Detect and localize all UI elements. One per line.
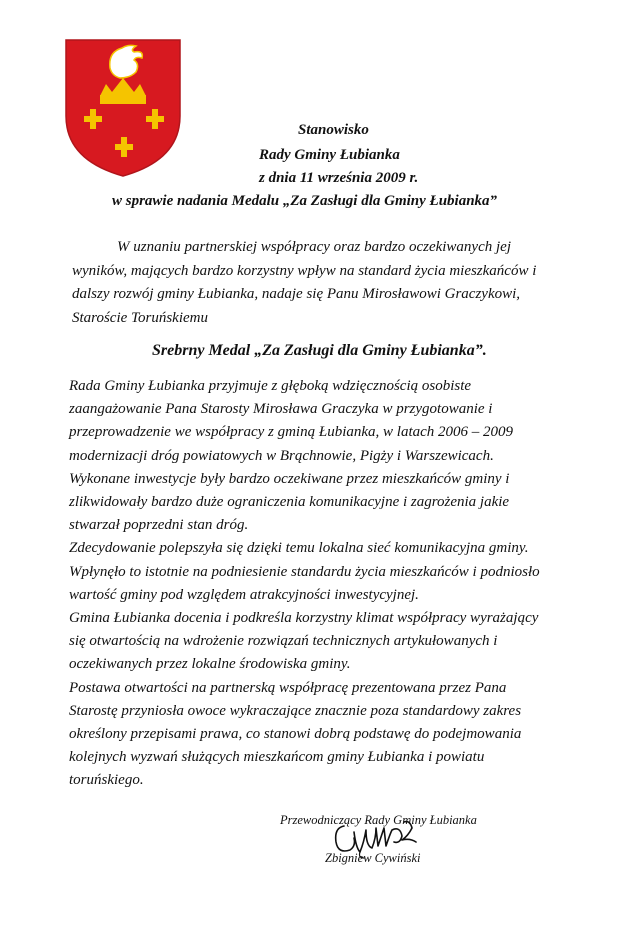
body-line: Wykonane inwestycje były bardzo oczekiwane przez mieszkańców gminy i	[69, 470, 510, 487]
handwritten-signature	[330, 812, 422, 862]
body-line: Gmina Łubianka docenia i podkreśla korzystny klimat współpracy wyrażający	[69, 610, 539, 627]
body-line: wartość gminy pod względem atrakcyjności inwestycyjnej.	[69, 586, 419, 603]
body-line: kolejnych wyzwań służących mieszkańcom gminy Łubianka i powiatu	[69, 749, 485, 766]
intro-line: Staroście Toruńskiemu	[72, 309, 208, 326]
heading-subject: w sprawie nadania Medalu „Za Zasługi dla Gminy Łubianka”	[112, 193, 498, 209]
intro-line: wyników, mających bardzo korzystny wpływ na standard życia mieszkańców i	[72, 262, 537, 279]
body-line: zlikwidowały bardzo duże ograniczenia komunikacyjne i zagrożenia jakie	[69, 494, 510, 511]
signatory-title: Przewodniczący Rady Gminy Łubianka	[280, 813, 477, 827]
body-line: określony przepisami prawa, co stanowi dobrą podstawę do podejmowania	[69, 726, 522, 743]
body-line: Wpłynęło to istotnie na podniesienie standardu życia mieszkańców i podniosło	[69, 563, 540, 580]
signatory-name: Zbigniew Cywiński	[325, 851, 421, 865]
heading-council: Rady Gminy Łubianka	[259, 147, 400, 163]
body-line: stwarzał poprzedni stan dróg.	[69, 517, 249, 534]
coat-of-arms-emblem	[64, 38, 182, 178]
heading-title: Stanowisko	[298, 122, 369, 138]
body-line: Zdecydowanie polepszyła się dzięki temu lokalna sieć komunikacyjna gminy.	[69, 540, 529, 557]
body-line: przeprowadzenie we współpracy z gminą Łubianka, w latach 2006 – 2009	[69, 424, 514, 441]
body-line: Postawa otwartości na partnerską współpracę prezentowana przez Pana	[69, 679, 507, 696]
heading-date: z dnia 11 września 2009 r.	[259, 170, 419, 186]
medal-title: Srebrny Medal „Za Zasługi dla Gminy Łubianka”.	[152, 342, 487, 359]
body-line: zaangażowanie Pana Starosty Mirosława Graczyka w przygotowanie i	[69, 401, 493, 418]
intro-line: W uznaniu partnerskiej współpracy oraz bardzo oczekiwanych jej	[117, 239, 511, 255]
body-line: oczekiwanych przez lokalne środowiska gminy.	[69, 656, 351, 673]
intro-paragraph	[72, 236, 602, 330]
body-line: Starostę przyniosła owoce wykraczające znacznie poza standardowy zakres	[69, 702, 522, 719]
intro-line: dalszy rozwój gminy Łubianka, nadaje się Panu Mirosławowi Graczykowi,	[72, 286, 521, 302]
body-line: się otwartością na wdrożenie rozwiązań technicznych artykułowanych i	[69, 633, 498, 650]
body-line: Rada Gminy Łubianka przyjmuje z głęboką wdzięcznością osobiste	[69, 378, 472, 394]
body-line: toruńskiego.	[69, 772, 144, 789]
body-paragraph	[69, 375, 609, 793]
body-line: modernizacji dróg powiatowych w Brąchnowie, Pigży i Warszewicach.	[69, 447, 494, 464]
